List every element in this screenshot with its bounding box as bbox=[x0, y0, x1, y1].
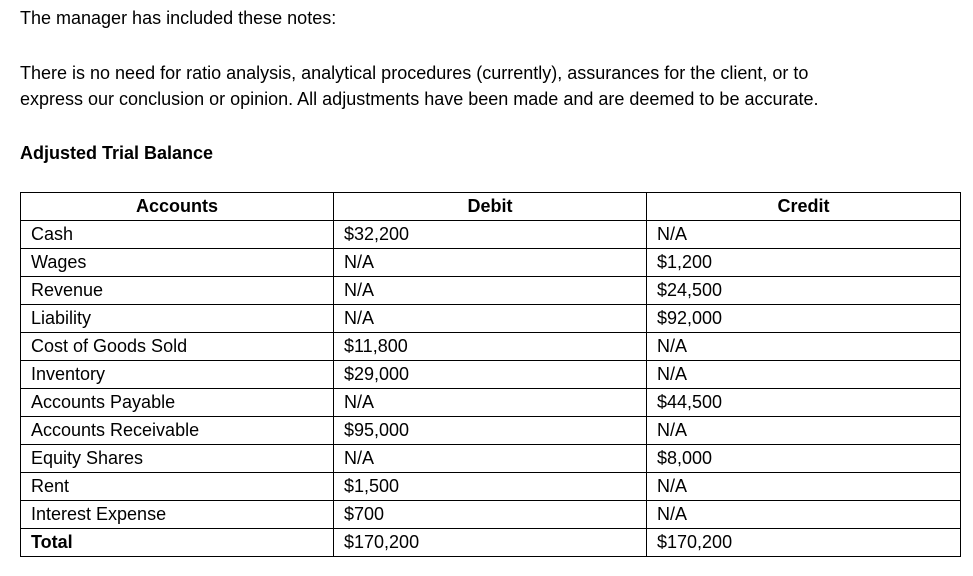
table-row bbox=[21, 445, 961, 473]
credit-cell: $24,500 bbox=[647, 277, 961, 305]
total-debit-cell: $170,200 bbox=[334, 529, 647, 557]
notes-heading: The manager has included these notes: bbox=[20, 8, 337, 28]
debit-column-header: Debit bbox=[334, 193, 647, 221]
debit-cell: $700 bbox=[334, 501, 647, 529]
account-cell: Liability bbox=[21, 305, 334, 333]
total-credit-cell: $170,200 bbox=[647, 529, 961, 557]
table-row bbox=[21, 389, 961, 417]
account-cell: Cash bbox=[21, 221, 334, 249]
account-cell: Accounts Receivable bbox=[21, 417, 334, 445]
account-cell: Wages bbox=[21, 249, 334, 277]
notes-paragraph bbox=[20, 60, 960, 112]
table-row bbox=[21, 221, 961, 249]
debit-cell: $29,000 bbox=[334, 361, 647, 389]
accounts-column-header: Accounts bbox=[21, 193, 334, 221]
notes-line: There is no need for ratio analysis, analytical procedures (currently), assurances for the client, or to bbox=[20, 63, 809, 83]
table-header-row bbox=[21, 193, 961, 221]
credit-cell: $92,000 bbox=[647, 305, 961, 333]
table-row bbox=[21, 473, 961, 501]
notes-line: express our conclusion or opinion. All adjustments have been made and are deemed to be accurate. bbox=[20, 89, 819, 109]
credit-cell: $1,200 bbox=[647, 249, 961, 277]
total-row bbox=[21, 529, 961, 557]
debit-cell: N/A bbox=[334, 277, 647, 305]
total-label-cell: Total bbox=[21, 529, 334, 557]
account-cell: Cost of Goods Sold bbox=[21, 333, 334, 361]
credit-cell: N/A bbox=[647, 361, 961, 389]
credit-cell: N/A bbox=[647, 501, 961, 529]
table-row bbox=[21, 333, 961, 361]
table-row bbox=[21, 249, 961, 277]
table-row bbox=[21, 417, 961, 445]
credit-cell: $44,500 bbox=[647, 389, 961, 417]
table-row bbox=[21, 277, 961, 305]
credit-cell: N/A bbox=[647, 417, 961, 445]
account-cell: Revenue bbox=[21, 277, 334, 305]
table-row bbox=[21, 361, 961, 389]
credit-cell: N/A bbox=[647, 333, 961, 361]
credit-cell: $8,000 bbox=[647, 445, 961, 473]
debit-cell: N/A bbox=[334, 389, 647, 417]
trial-balance-title: Adjusted Trial Balance bbox=[20, 143, 214, 163]
account-cell: Equity Shares bbox=[21, 445, 334, 473]
credit-column-header: Credit bbox=[647, 193, 961, 221]
debit-cell: $1,500 bbox=[334, 473, 647, 501]
credit-cell: N/A bbox=[647, 221, 961, 249]
table-row bbox=[21, 501, 961, 529]
debit-cell: $32,200 bbox=[334, 221, 647, 249]
debit-cell: N/A bbox=[334, 249, 647, 277]
table-row bbox=[21, 305, 961, 333]
debit-cell: $11,800 bbox=[334, 333, 647, 361]
debit-cell: N/A bbox=[334, 445, 647, 473]
credit-cell: N/A bbox=[647, 473, 961, 501]
account-cell: Inventory bbox=[21, 361, 334, 389]
account-cell: Interest Expense bbox=[21, 501, 334, 529]
trial-balance-table bbox=[20, 192, 961, 557]
debit-cell: $95,000 bbox=[334, 417, 647, 445]
account-cell: Accounts Payable bbox=[21, 389, 334, 417]
debit-cell: N/A bbox=[334, 305, 647, 333]
account-cell: Rent bbox=[21, 473, 334, 501]
